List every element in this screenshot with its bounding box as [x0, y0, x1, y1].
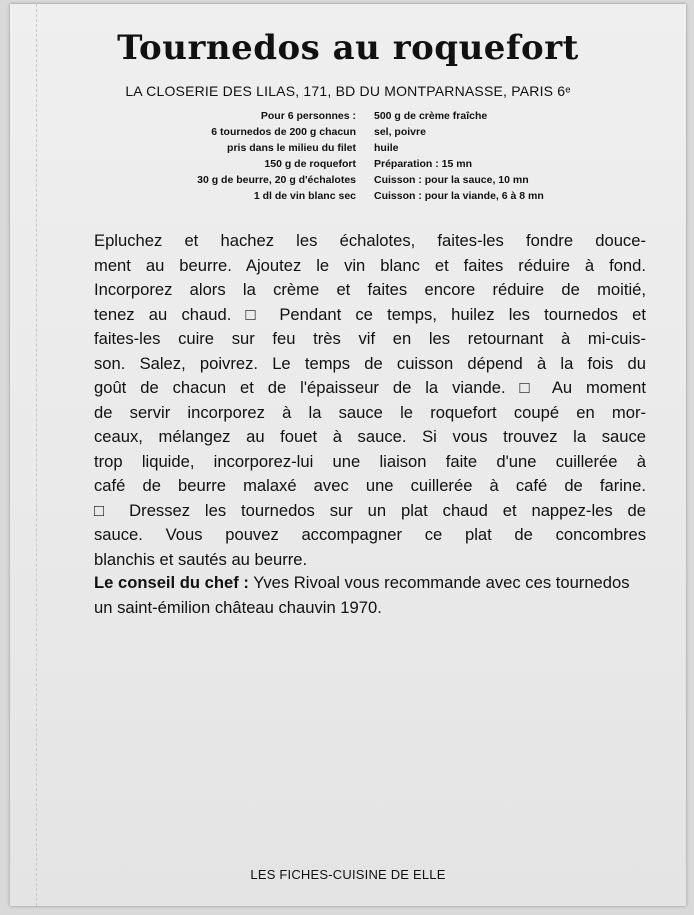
ingredient-line: pris dans le milieu du filet	[227, 142, 356, 154]
instruction-line: ment au beurre. Ajoutez le vin blanc et faites réduire à fond.	[94, 255, 646, 275]
timing-line: Cuisson : pour la viande, 6 à 8 mn	[374, 190, 544, 202]
ingredient-line: 500 g de crème fraîche	[374, 110, 488, 122]
chef-tip-text: Yves Rivoal vous recommande avec ces tournedos un saint-émilion château chauvin 1970.	[94, 573, 630, 617]
chef-tip-label: Le conseil du chef :	[94, 573, 249, 592]
ingredient-line: sel, poivre	[374, 126, 426, 138]
ingredient-line: Pour 6 personnes :	[260, 110, 356, 122]
instruction-line: tenez au chaud. □ Pendant ce temps, huilez les tournedos et	[94, 304, 646, 324]
restaurant-source: LA CLOSERIE DES LILAS, 171, BD DU MONTPARNASSE, PARIS 6ᵉ	[125, 83, 571, 99]
instruction-line: □ Dressez les tournedos sur un plat chaud et nappez-les de	[94, 500, 646, 520]
instruction-line: Incorporez alors la crème et faites encore réduire de moitié,	[94, 280, 646, 299]
instruction-line: sauce. Vous pouvez accompagner ce plat de concombres	[94, 525, 646, 544]
ingredient-line: 1 dl de vin blanc sec	[253, 190, 356, 202]
ingredients-right-column	[374, 108, 544, 204]
ingredient-line: huile	[374, 142, 399, 154]
instruction-line: blanchis et sautés au beurre.	[94, 549, 308, 569]
instruction-line: trop liquide, incorporez-lui une liaison faite d'une cuillerée à	[94, 451, 646, 471]
timing-line: Préparation : 15 mn	[374, 158, 473, 170]
instruction-line: café de beurre malaxé avec une cuillerée à café de farine.	[94, 476, 646, 495]
instruction-line: son. Salez, poivrez. Le temps de cuisson dépend à la fois du	[94, 353, 646, 373]
instruction-line: goût de chacun et de l'épaisseur de la viande. □ Au moment	[94, 378, 646, 397]
instruction-line: ceaux, mélangez au fouet à sauce. Si vous trouvez la sauce	[94, 427, 646, 446]
instruction-line: Epluchez et hachez les échalotes, faites-les fondre douce-	[94, 231, 646, 250]
ingredients-left-column	[197, 108, 356, 204]
instruction-line: faites-les cuire sur feu très vif en les retournant à mi-cuis-	[94, 329, 646, 348]
chef-tip	[94, 571, 646, 620]
series-footer: LES FICHES-CUISINE DE ELLE	[250, 867, 446, 882]
ingredient-line: 150 g de roquefort	[264, 158, 356, 170]
timing-line: Cuisson : pour la sauce, 10 mn	[374, 174, 529, 186]
recipe-title: Tournedos au roquefort	[117, 28, 579, 68]
ingredient-line: 30 g de beurre, 20 g d'échalotes	[197, 174, 356, 186]
ingredient-line: 6 tournedos de 200 g chacun	[211, 126, 356, 138]
recipe-card	[10, 4, 686, 906]
instruction-line: de servir incorporez à la sauce le roquefort coupé en mor-	[94, 402, 646, 422]
instructions-paragraph	[94, 229, 646, 572]
perforation-line	[36, 4, 37, 906]
